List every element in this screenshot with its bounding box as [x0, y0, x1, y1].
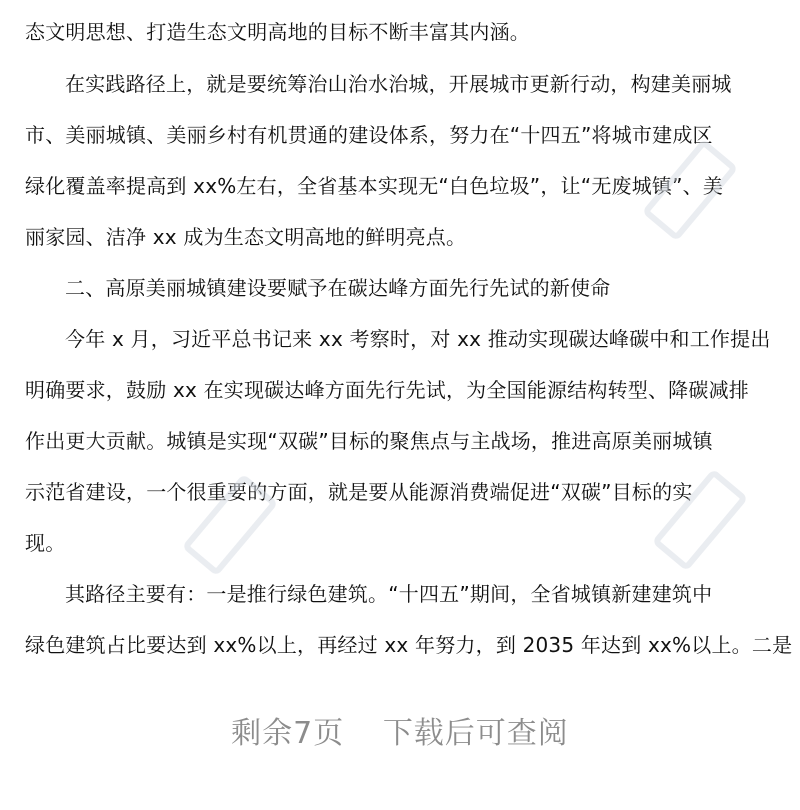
paragraph-line: 绿色建筑占比要达到 xx%以上，再经过 xx 年努力，到 2035 年达到 xx%以上。二是: [25, 633, 793, 657]
download-to-view-label[interactable]: 下载后可查阅: [382, 716, 569, 751]
paragraph-line: 明确要求，鼓励 xx 在实现碳达峰方面先行先试，为全国能源结构转型、降碳减排: [25, 378, 749, 402]
paragraph-line: 今年 x 月，习近平总书记来 xx 考察时，对 xx 推动实现碳达峰碳中和工作提出: [65, 327, 771, 351]
paragraph-line: 在实践路径上，就是要统筹治山治水治城，开展城市更新行动，构建美丽城: [65, 72, 732, 96]
watermark-mark: [186, 478, 274, 573]
paragraph-line: 其路径主要有：一是推行绿色建筑。“十四五”期间，全省城镇新建建筑中: [65, 582, 713, 606]
watermark-mark: [656, 473, 744, 568]
paragraph-line: 绿化覆盖率提高到 xx%左右，全省基本实现无“白色垃圾”，让“无废城镇”、美: [25, 174, 724, 198]
section-heading: 二、高原美丽城镇建设要赋予在碳达峰方面先行先试的新使命: [65, 276, 611, 300]
paragraph-line: 现。: [25, 531, 66, 555]
paragraph-line: 示范省建设，一个很重要的方面，就是要从能源消费端促进“双碳”目标的实: [25, 480, 693, 504]
paragraph-line: 丽家园、洁净 xx 成为生态文明高地的鲜明亮点。: [25, 225, 467, 249]
watermark-mark: [646, 143, 734, 238]
paragraph-line: 态文明思想、打造生态文明高地的目标不断丰富其内涵。: [25, 20, 530, 44]
remaining-pages-label: 剩余7页: [231, 716, 345, 751]
paragraph-line: 市、美丽城镇、美丽乡村有机贯通的建设体系，努力在“十四五”将城市建成区: [25, 123, 713, 147]
paragraph-line: 作出更大贡献。城镇是实现“双碳”目标的聚焦点与主战场，推进高原美丽城镇: [25, 429, 713, 453]
download-prompt[interactable]: [0, 708, 800, 752]
